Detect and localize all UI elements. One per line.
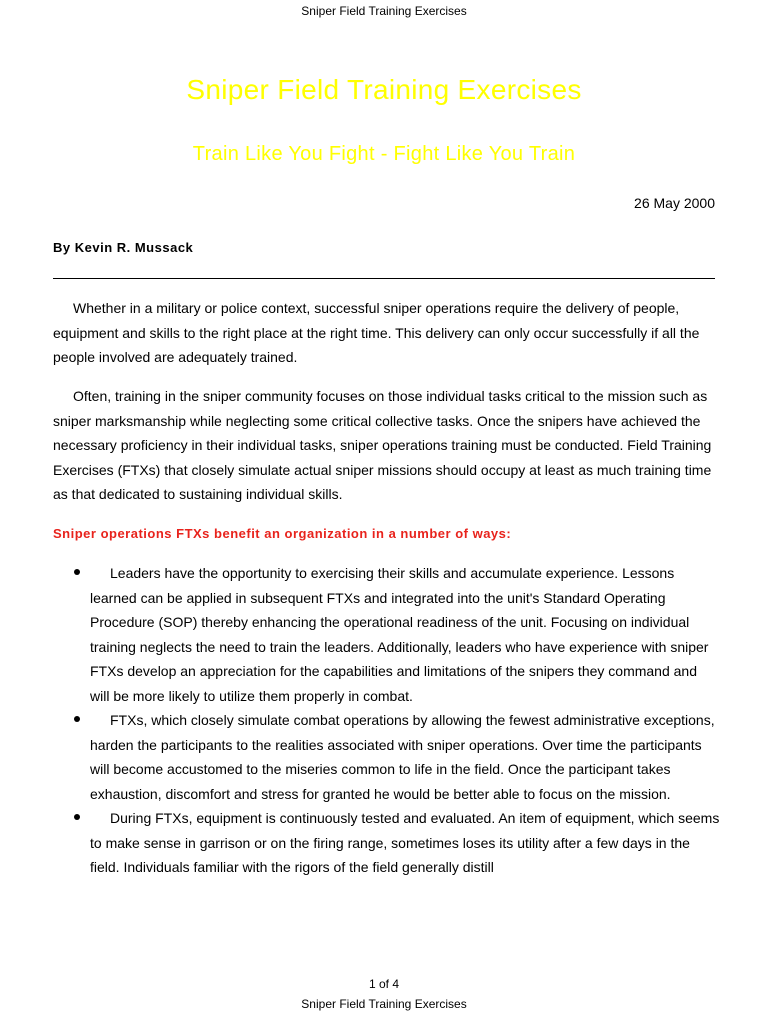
list-item xyxy=(90,561,720,708)
document-title: Sniper Field Training Exercises xyxy=(186,74,582,105)
list-item-text: Leaders have the opportunity to exercising their skills and accumulate experience. Lessons learned can be applied in subsequent FTXs and integrated into the unit's Standard Operating Procedure (SOP) thereby enhancing the operational readiness of the unit. Focusing on individual training neglects the need to train the leaders. Additionally, leaders who have experience with sniper FTXs develop an appreciation for the capabilities and limitations of the snipers they command and will be more likely to utilize them properly in combat. xyxy=(90,565,709,704)
bullet-icon xyxy=(74,814,80,820)
section-heading: Sniper operations FTXs benefit an organization in a number of ways: xyxy=(53,526,512,541)
document-author: By Kevin R. Mussack xyxy=(53,240,194,255)
list-item-text: FTXs, which closely simulate combat operations by allowing the fewest administrative exceptions, harden the participants to the realities associated with sniper operations. Over time the participants will become accustomed to the miseries common to life in the field. Once the participant takes exhaustion, discomfort and stress for granted he would be better able to focus on the mission. xyxy=(90,712,715,802)
horizontal-rule xyxy=(53,278,715,279)
bullet-icon xyxy=(74,716,80,722)
paragraph-training-focus: Often, training in the sniper community focuses on those individual tasks critical to the mission such as sniper marksmanship while neglecting some critical collective tasks. Once the snipers have achieved the necessary proficiency in their individual tasks, sniper operations training must be conducted. Field Training Exercises (FTXs) that closely simulate actual sniper missions should occupy at least as much training time as that dedicated to sustaining individual skills. xyxy=(53,388,712,502)
list-item xyxy=(90,806,720,880)
list-item-text: During FTXs, equipment is continuously tested and evaluated. An item of equipment, which seems to make sense in garrison or on the firing range, sometimes loses its utility after a few days in the field. Individuals familiar with the rigors of the field generally distill xyxy=(90,810,720,875)
list-item xyxy=(90,708,720,806)
document-subtitle: Train Like You Fight - Fight Like You Train xyxy=(192,143,576,165)
benefits-list xyxy=(90,561,720,880)
paragraph-intro: Whether in a military or police context, successful sniper operations require the delivery of people, equipment and skills to the right place at the right time. This delivery can only occur successfully if all the people involved are adequately trained. xyxy=(53,300,700,365)
running-footer: Sniper Field Training Exercises xyxy=(301,997,467,1011)
running-header: Sniper Field Training Exercises xyxy=(301,4,467,18)
page-number: 1 of 4 xyxy=(368,977,400,991)
bullet-icon xyxy=(74,569,80,575)
document-date: 26 May 2000 xyxy=(634,195,715,211)
